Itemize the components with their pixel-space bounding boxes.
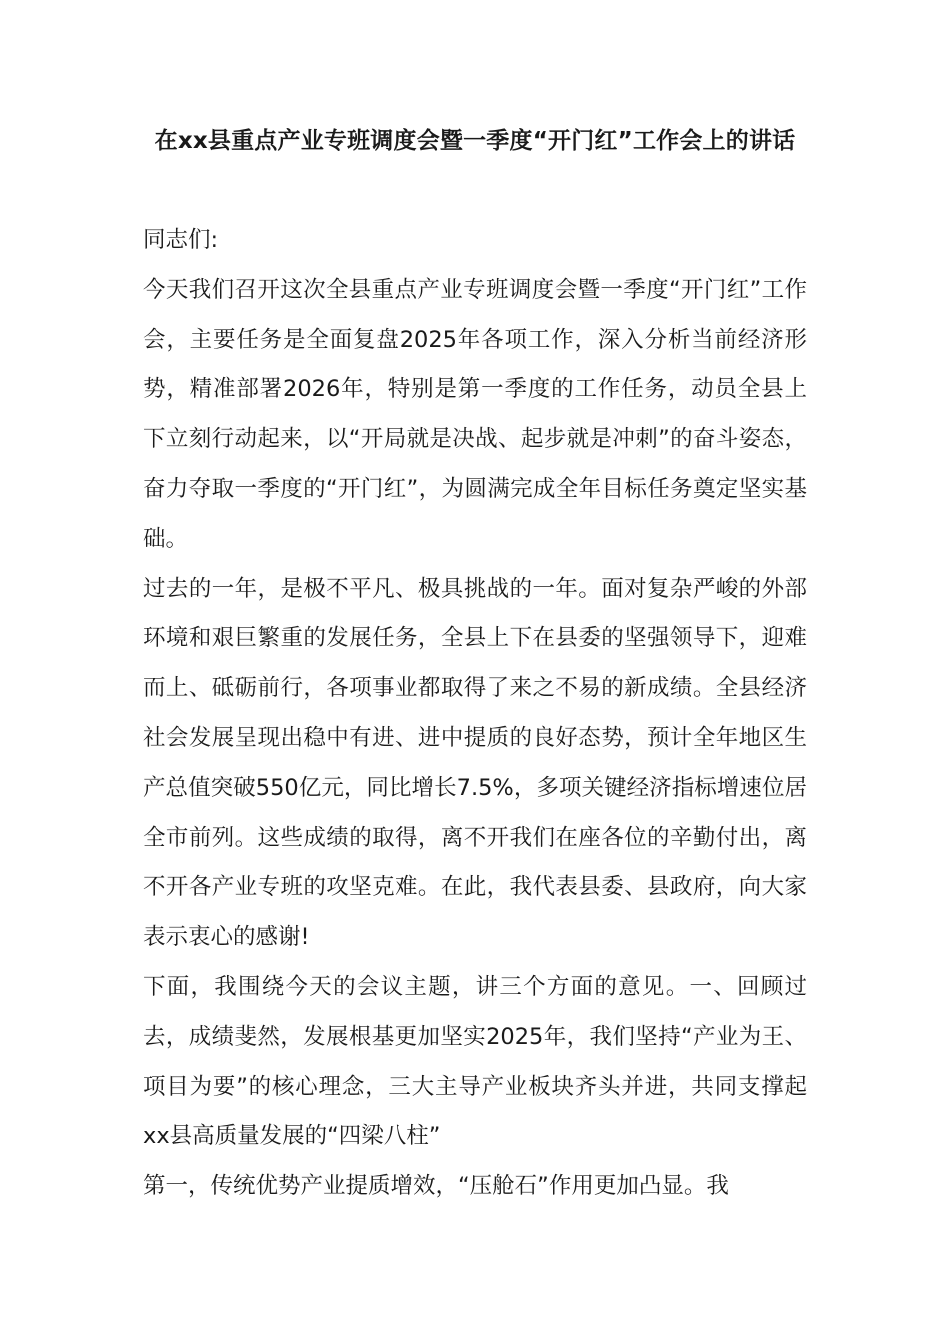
document-title: 在xx县重点产业专班调度会暨一季度“开门红”工作会上的讲话 [154, 128, 796, 154]
paragraph-2: 过去的一年，是极不平凡、极具挑战的一年。面对复杂严峻的外部环境和艰巨繁重的发展任务，全县上下在县委的坚强领导下，迎难而上、砥砺前行，各项事业都取得了来之不易的新成绩。全县经济社会发展呈现出稳中有进、进中提质的良好态势，预计全年地区生产总值突破550亿元，同比增长7.5%，多项关键经济指标增速位居全市前列。这些成绩的取得，离不开我们在座各位的辛勤付出，离不开各产业专班的攻坚克难。在此，我代表县委、县政府，向大家表示衷心的感谢! [143, 575, 807, 951]
paragraph-3: 下面，我围绕今天的会议主题，讲三个方面的意见。一、回顾过去，成绩斐然，发展根基更加坚实2025年，我们坚持“产业为王、项目为要”的核心理念，三大主导产业板块齐头并进，共同支撑起xx县高质量发展的“四梁八柱” [143, 973, 807, 1150]
document-body [143, 216, 807, 1212]
paragraph-1: 今天我们召开这次全县重点产业专班调度会暨一季度“开门红”工作会，主要任务是全面复盘2025年各项工作，深入分析当前经济形势，精准部署2026年，特别是第一季度的工作任务，动员全县上下立刻行动起来，以“开局就是决战、起步就是冲刺”的奋斗姿态，奋力夺取一季度的“开门红”，为圆满完成全年目标任务奠定坚实基础。 [143, 276, 807, 552]
salutation: 同志们: [143, 227, 219, 253]
paragraph-4: 第一，传统优势产业提质增效，“压舱石”作用更加凸显。我 [143, 1173, 729, 1200]
